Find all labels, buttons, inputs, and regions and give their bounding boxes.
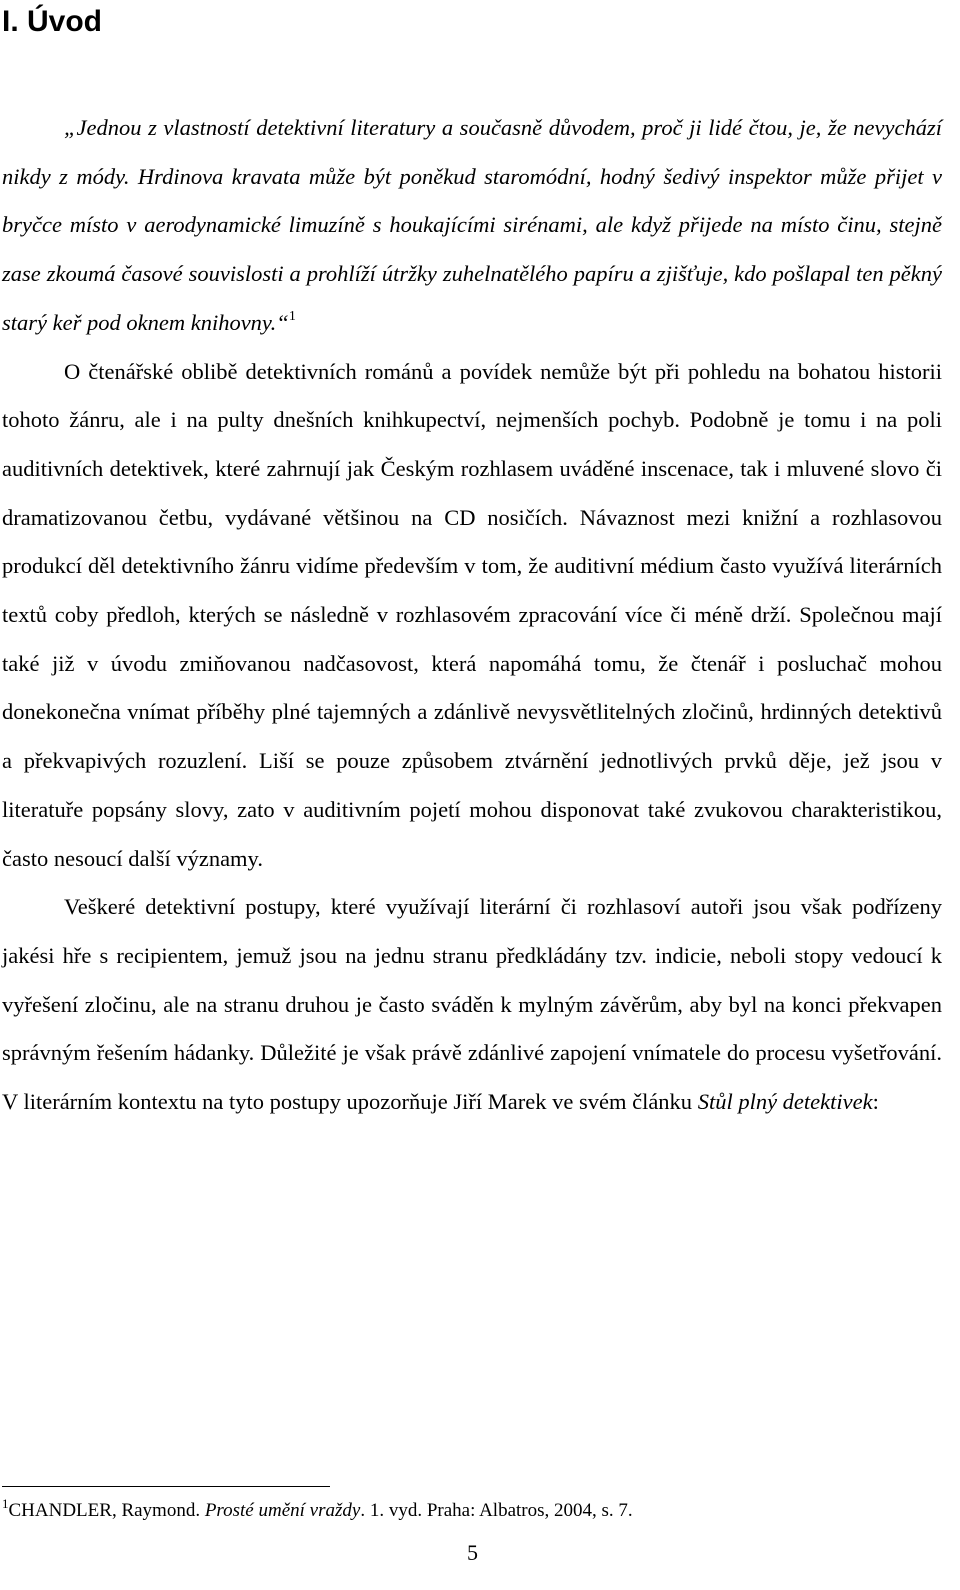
- paragraph-detective-methods: [2, 883, 942, 1127]
- footnote-number: 1: [2, 1496, 9, 1511]
- cited-article-title: Stůl plný detektivek: [697, 1089, 873, 1115]
- paragraph-reception: O čtenářské oblibě detektivních románů a povídek nemůže být při pohledu na bohatou historii tohoto žánru, ale i na pulty dnešních knihkupectví, nejmenších pochyb. Podobně je tomu i na poli auditivních detektivek, které zahrnují jak Českým rozhlasem uváděné inscenace, tak i mluvené slovo či dramatizovanou četbu, vydávané většinou na CD nosičích. Návaznost mezi knižní a rozhlasovou produkcí děl detektivního žánru vidíme především v tom, že auditivní médium často využívá literárních textů coby předloh, kterých se následně v rozhlasovém zpracování více či méně drží. Společnou mají také již v úvodu zmiňovanou nadčasovost, která napomáhá tomu, že čtenář i posluchač mohou donekonečna vnímat příběhy plné tajemných a zdánlivě nevysvětlitelných zločinů, hrdinných detektivů a překvapivých rozuzlení. Liší se pouze způsobem ztvárnění jednotlivých prvků děje, jež jsou v literatuře popsány slovy, zato v auditivním pojetí mohou disponovat také zvukovou charakteristikou, často nesoucí další významy.: [2, 358, 942, 871]
- footnote: [2, 1497, 942, 1525]
- section-heading: I. Úvod: [2, 5, 103, 38]
- body-text: [2, 104, 942, 1127]
- page-number: 5: [467, 1540, 478, 1565]
- footnote-reference[interactable]: 1: [288, 308, 296, 324]
- footnote-details: . 1. vyd. Praha: Albatros, 2004, s. 7.: [360, 1500, 633, 1521]
- chandler-quote: „Jednou z vlastností detektivní literatury a současně důvodem, proč ji lidé čtou, je, že nevychází nikdy z módy. Hrdinova kravata může být poněkud staromódní, hodný šedivý inspektor může přijet v bryčce místo v aerodynamické limuzíně s houkajícími sirénami, ale když přijede na místo činu, stejně zase zkoumá časové souvislosti a prohlíží útržky zuhelnatělého papíru a zjišťuje, kdo pošlapal ten pěkný starý keř pod oknem knihovny.“: [2, 115, 942, 335]
- paragraph-text: Veškeré detektivní postupy, které využívají literární či rozhlasoví autoři jsou však podřízeny jakési hře s recipientem, jemuž jsou na jednu stranu předkládány tzv. indicie, neboli stopy vedoucí k vyřešení zločinu, ale na stranu druhou je často sváděn k mylným závěrům, aby byl na konci překvapen správným řešením hádanky. Důležité je však právě zdánlivé zapojení vnímatele do procesu vyšetřování. V literárním kontextu na tyto postupy upozorňuje Jiří Marek ve svém článku: [2, 894, 942, 1115]
- footnote-separator: [2, 1486, 330, 1487]
- footnote-author: CHANDLER, Raymond.: [8, 1500, 205, 1521]
- paragraph-end: :: [872, 1089, 879, 1115]
- footnote-title: Prosté umění vraždy: [204, 1500, 361, 1521]
- paragraph-quote: [2, 104, 942, 348]
